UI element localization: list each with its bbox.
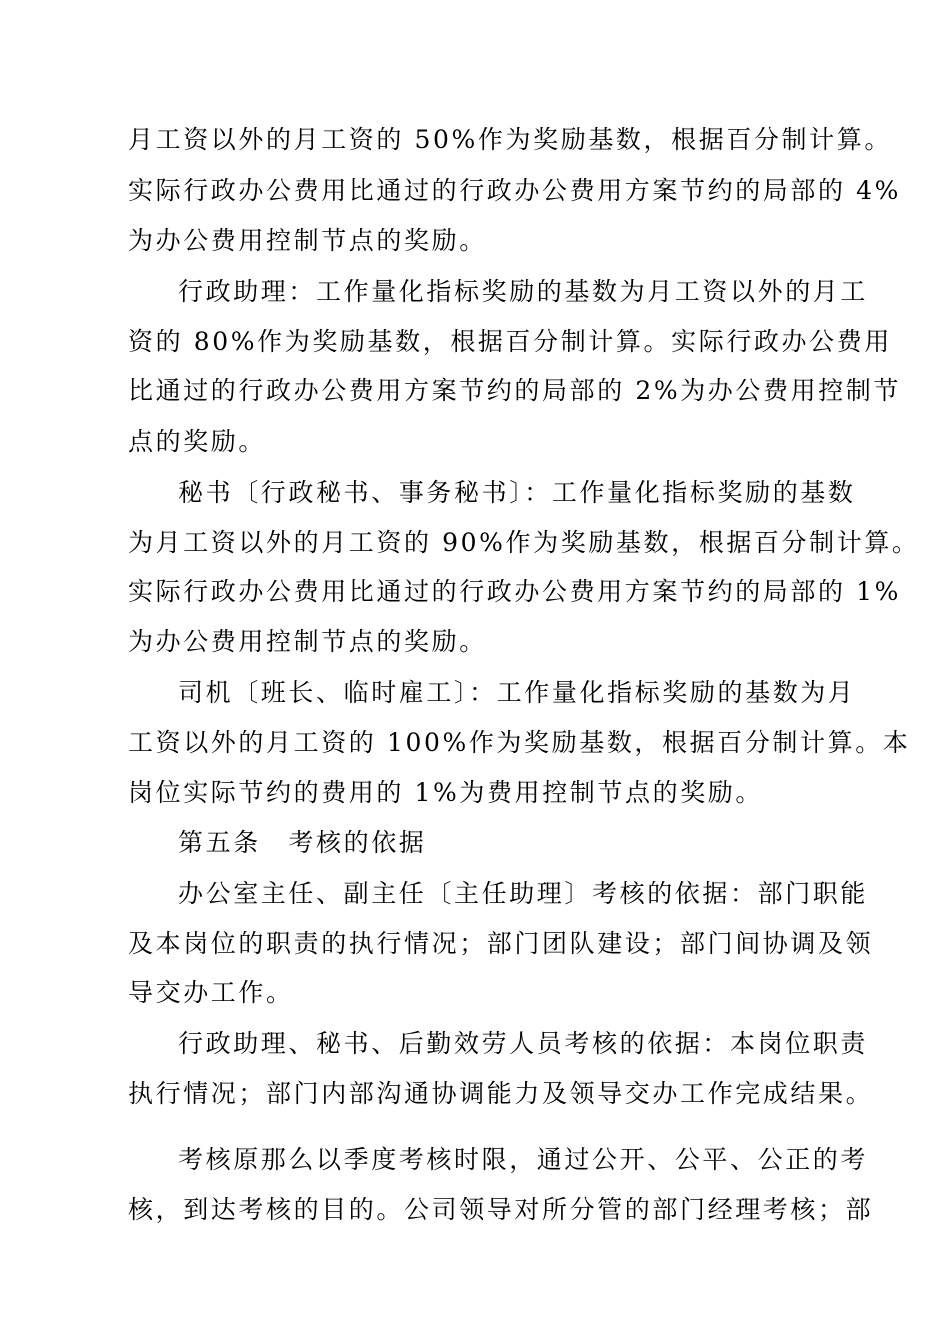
text-line: 为月工资以外的月工资的 90%作为奖励基数，根据百分制计算。	[128, 528, 920, 557]
text-line: 及本岗位的职责的执行情况；部门团队建设；部门间协调及领	[128, 929, 874, 958]
paragraph-start-line: 司机〔班长、临时雇工〕：工作量化指标奖励的基数为月	[178, 678, 856, 707]
paragraph-start-line: 行政助理：工作量化指标奖励的基数为月工资以外的月工	[178, 277, 869, 306]
paragraph-start-line: 办公室主任、副主任〔主任助理〕考核的依据：部门职能	[178, 879, 869, 908]
text-line: 为办公费用控制节点的奖励。	[128, 226, 487, 255]
section-heading: 第五条 考核的依据	[178, 828, 427, 857]
text-line: 岗位实际节约的费用的 1%为费用控制节点的奖励。	[128, 778, 764, 807]
text-line: 资的 80%作为奖励基数，根据百分制计算。实际行政办公费用	[128, 327, 892, 356]
text-line: 为办公费用控制节点的奖励。	[128, 627, 487, 656]
text-line: 比通过的行政办公费用方案节约的局部的 2%为办公费用控制节	[128, 376, 902, 405]
text-line: 实际行政办公费用比通过的行政办公费用方案节约的局部的 4%	[128, 176, 902, 205]
paragraph-start-line: 考核原那么以季度考核时限，通过公开、公平、公正的考	[178, 1145, 869, 1174]
text-line: 点的奖励。	[128, 427, 267, 456]
paragraph-start-line: 秘书〔行政秘书、事务秘书〕：工作量化指标奖励的基数	[178, 478, 856, 507]
text-line: 月工资以外的月工资的 50%作为奖励基数，根据百分制计算。	[128, 125, 892, 154]
text-line: 实际行政办公费用比通过的行政办公费用方案节约的局部的 1%	[128, 577, 902, 606]
paragraph-start-line: 行政助理、秘书、后勤效劳人员考核的依据：本岗位职责	[178, 1029, 869, 1058]
text-line: 导交办工作。	[128, 978, 294, 1007]
text-line: 工资以外的月工资的 100%作为奖励基数，根据百分制计算。本	[128, 728, 911, 757]
text-line: 执行情况；部门内部沟通协调能力及领导交办工作完成结果。	[128, 1079, 874, 1108]
text-line: 核，到达考核的目的。公司领导对所分管的部门经理考核；部	[128, 1195, 874, 1224]
